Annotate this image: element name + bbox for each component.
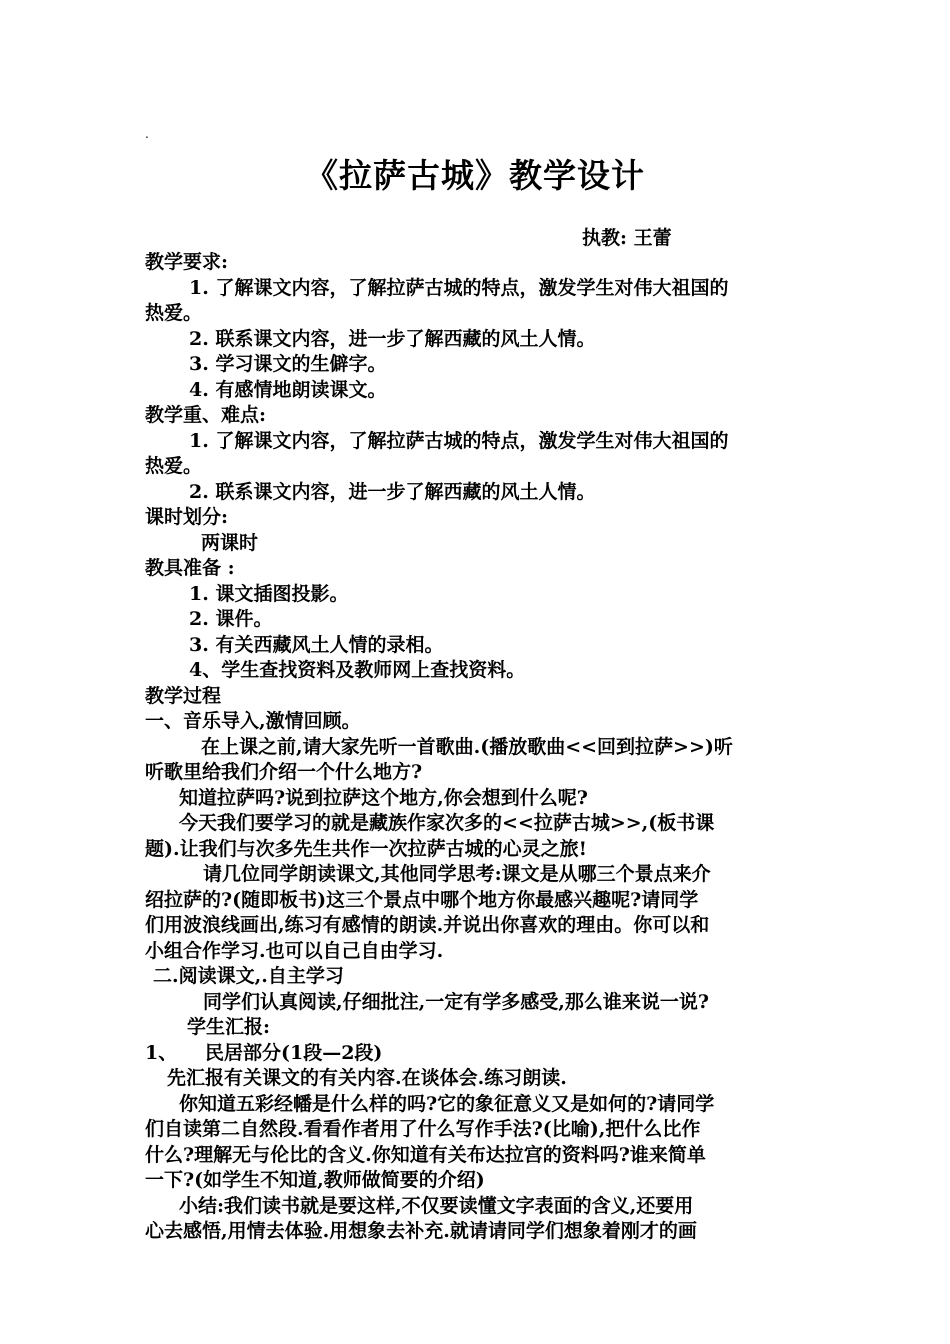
text-line: 4. 有感情地朗读课文。: [189, 378, 387, 401]
section-heading: 教具准备 :: [145, 557, 235, 579]
teacher-name: 执教: 王蕾: [582, 227, 672, 249]
text-line: 热爱。: [145, 455, 203, 477]
text-line: 绍拉萨的?(随即板书)这三个景点中哪个地方你最感兴趣呢?请同学: [145, 888, 699, 911]
text-line: 3. 学习课文的生僻字。: [189, 353, 387, 375]
text-line: 2. 联系课文内容，进一步了解西藏的风土人情。: [189, 480, 596, 503]
text-line: 学生汇报:: [187, 1016, 271, 1038]
section-heading: 教学过程: [145, 684, 222, 707]
text-line: 知道拉萨吗?说到拉萨这个地方,你会想到什么呢?: [179, 786, 588, 809]
text-line: 同学们认真阅读,仔细批注,一定有学多感受,那么谁来说一说?: [203, 990, 709, 1013]
text-line: 1. 课文插图投影。: [189, 582, 349, 605]
text-line: 先汇报有关课文的有关内容.在谈体会.练习朗读.: [167, 1067, 567, 1089]
text-line: 听歌里给我们介绍一个什么地方?: [145, 761, 423, 783]
section-heading: 二.阅读课文,.自主学习: [153, 965, 344, 987]
text-line: 两课时: [201, 531, 259, 554]
text-line: 小结:我们读书就是要这样,不仅要读懂文字表面的含义,还要用: [179, 1194, 694, 1217]
stray-dot: .: [145, 127, 149, 141]
text-line: 们自读第二自然段.看看作者用了什么写作手法?(比喻),把什么比作: [145, 1118, 701, 1140]
list-item: [145, 1041, 813, 1067]
text-line: 你知道五彩经幡是什么样的吗?它的象征意义又是如何的?请同学: [179, 1092, 715, 1115]
text-line: 热爱。: [145, 302, 203, 324]
section-heading: 教学重、难点:: [145, 404, 267, 426]
text-line: 题).让我们与次多先生共作一次拉萨古城的心灵之旅!: [145, 837, 587, 860]
text-line: 2. 课件。: [189, 608, 273, 630]
text-line: 一下?(如学生不知道,教师做简要的介绍): [145, 1169, 485, 1191]
text-line: 今天我们要学习的就是藏族作家次多的<<拉萨古城>>,(板书课: [179, 812, 715, 834]
text-line: 1. 了解课文内容，了解拉萨古城的特点，激发学生对伟大祖国的: [189, 276, 729, 299]
document-title: 《拉萨古城》教学设计: [305, 156, 645, 195]
text-line: 请几位同学朗读课文,其他同学思考:课文是从哪三个景点来介: [203, 863, 711, 885]
text-line: 小组合作学习.也可以自己自由学习.: [145, 939, 444, 962]
section-heading: 教学要求:: [145, 251, 229, 273]
text-line: 心去感悟,用情去体验.用想象去补充.就请请同学们想象着刚才的画: [145, 1220, 697, 1242]
text-line: 什么?理解无与伦比的含义.你知道有关布达拉宫的资料吗?谁来简单: [145, 1143, 706, 1166]
text-line: 在上课之前,请大家先听一首歌曲.(播放歌曲<<回到拉萨>>)听: [201, 735, 733, 758]
list-item-text: 民居部分(1段—2段): [205, 1041, 383, 1064]
section-heading: 一、音乐导入,激情回顾。: [145, 710, 361, 732]
document-body: [145, 250, 813, 1245]
text-line: 4、学生查找资料及教师网上查找资料。: [189, 659, 526, 681]
list-marker: 1、: [145, 1041, 178, 1064]
section-heading: 课时划分:: [145, 506, 229, 528]
text-line: 3. 有关西藏风土人情的录相。: [189, 633, 444, 656]
text-line: 1. 了解课文内容，了解拉萨古城的特点，激发学生对伟大祖国的: [189, 429, 729, 452]
text-line: 2. 联系课文内容，进一步了解西藏的风土人情。: [189, 327, 596, 350]
text-line: 们用波浪线画出,练习有感情的朗读.并说出你喜欢的理由。你可以和: [145, 914, 710, 936]
